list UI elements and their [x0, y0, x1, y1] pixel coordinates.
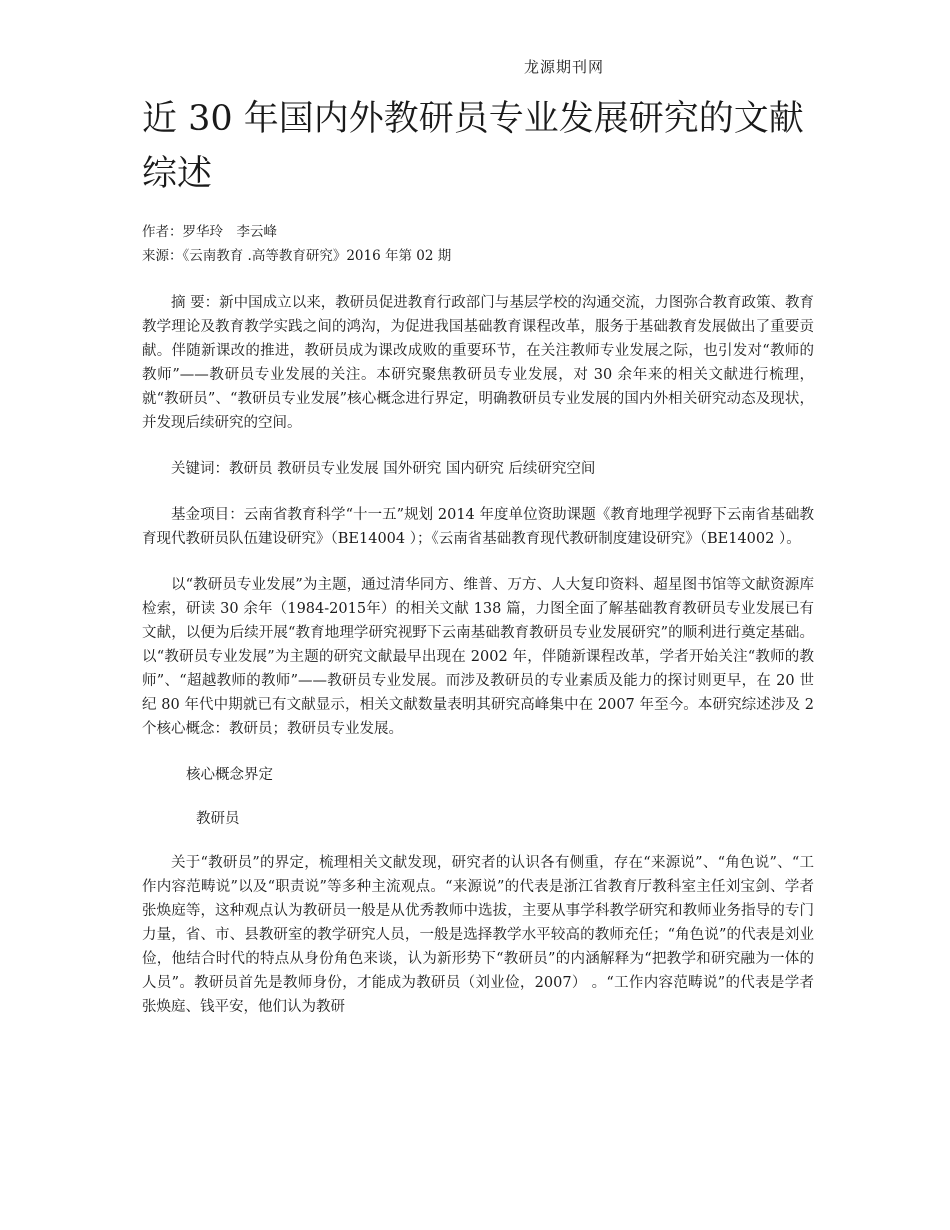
definition-paragraph: 关于“教研员”的界定，梳理相关文献发现，研究者的认识各有侧重，存在“来源说”、“角色说”、“工作内容范畴说”以及“职责说”等多种主流观点。“来源说”的代表是浙江省教育厅教科室主任刘宝剑、学者张焕庭等，这种观点认为教研员一般是从优秀教师中选拔，主要从事学科教学研究和教师业务指导的专门力量，省、市、县教研室的教学研究人员，一般是选择教学水平较高的教师充任；“角色说”的代表是刘业俭，他结合时代的特点从身份角色来谈，认为新形势下“教研员”的内涵解释为“把教学和研究融为一体的人员”。教研员首先是教师身份，才能成为教研员（刘业俭，2007） 。“工作内容范畴说”的代表是学者张焕庭、钱平安，他们认为教研 — [142, 855, 814, 1015]
article-meta — [142, 220, 451, 268]
article-title: 近 30 年国内外教研员专业发展研究的文献综述 — [142, 99, 804, 194]
site-name: 龙源期刊网 — [524, 58, 605, 76]
author-line: 作者：罗华玲 李云峰 — [142, 224, 277, 240]
intro-paragraph: 以“教研员专业发展”为主题，通过清华同方、维普、万方、人大复印资料、超星图书馆等文献资源库检索，研读 30 余年（1984-2015年）的相关文献 138 篇，力图全面了解基础教育教研员专业发展已有文献，以便为后续开展“教育地理学研究视野下云南基础教育教研员专业发展研究”的顺利进行奠定基础。以“教研员专业发展”为主题的研究文献最早出现在 2002 年，伴随新课程改革，学者开始关注“教师的教师”、“超越教师的教师”——教研员专业发展。而涉及教研员的专业素质及能力的探讨则更早，在 20 世纪 80 年代中期就已有文献显示，相关文献数量表明其研究高峰集中在 2007 年至今。本研究综述涉及 2 个核心概念：教研员；教研员专业发展。 — [142, 577, 814, 737]
article-body — [142, 291, 814, 1041]
keywords-paragraph: 关键词：教研员 教研员专业发展 国外研究 国内研究 后续研究空间 — [171, 461, 596, 477]
section-heading-core-concepts: 核心概念界定 — [186, 767, 273, 783]
source-line: 来源：《云南教育 .高等教育研究》2016 年第 02 期 — [142, 248, 452, 264]
subsection-heading-researcher: 教研员 — [196, 811, 240, 827]
fund-paragraph: 基金项目：云南省教育科学“十一五”规划 2014 年度单位资助课题《教育地理学视野下云南省基础教育现代教研员队伍建设研究》（BE14004 ）；《云南省基础教育现代教研制度建设研究》（BE14002 ）。 — [142, 507, 814, 547]
abstract-paragraph: 摘 要：新中国成立以来，教研员促进教育行政部门与基层学校的沟通交流，力图弥合教育政策、教育教学理论及教育教学实践之间的鸿沟，为促进我国基础教育课程改革，服务于基础教育发展做出了重要贡献。伴随新课改的推进，教研员成为课改成败的重要环节，在关注教师专业发展之际，也引发对“教师的教师”——教研员专业发展的关注。本研究聚焦教研员专业发展，对 30 余年来的相关文献进行梳理，就“教研员”、“教研员专业发展”核心概念进行界定，明确教研员专业发展的国内外相关研究动态及现状，并发现后续研究的空间。 — [142, 295, 814, 431]
